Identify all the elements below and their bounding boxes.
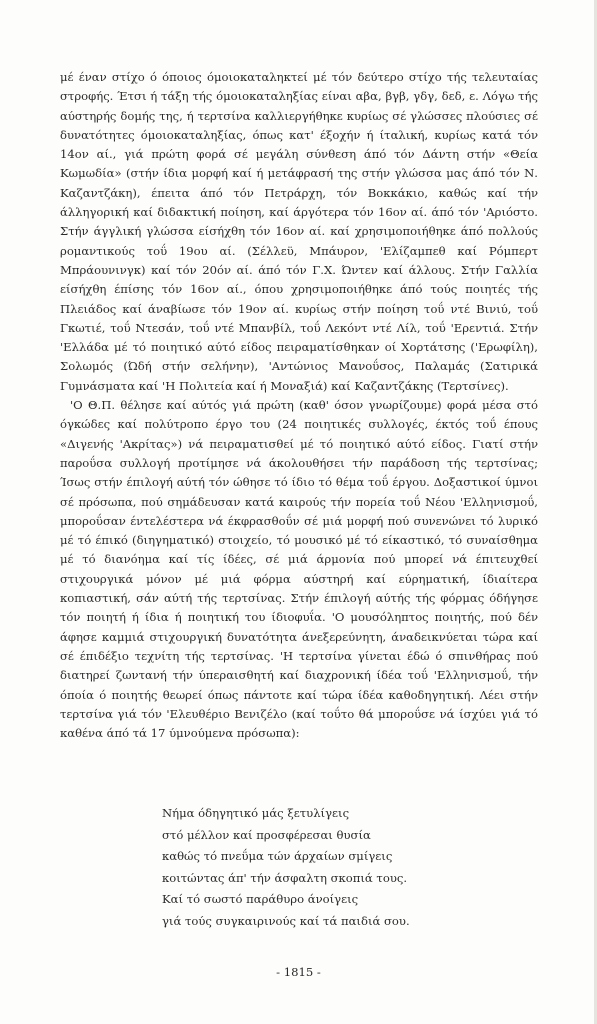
poem-excerpt (162, 803, 522, 932)
paragraph-1: μέ έναν στίχο ό όποιος όμοιοκαταληκτεί μέ τόν δεύτερο στίχο τής τελευταίας στροφής. Έτσι ή τάξη τής όμοιοκαταληξίας είναι αβα, βγβ, γδγ, δεδ, ε. Λόγω τής αύστηρής δομής της, ή τερτσίνα καλλιεργήθηκε κυρίως σέ γλώσσες πλούσιες σέ δυνατότητες όμοιοκαταληξίας, όπως κατ' έξοχήν ή ίταλική, κυρίως κατά τόν 14ον αί., γιά πρώτη φορά σέ μεγάλη σύνθεση άπό τόν Δάντη στήν «Θεία Κωμωδία» (στήν ίδια μορφή καί ή μετάφρασή της στήν γλώσσα μας άπό τόν Ν. Καζαντζάκη), έπειτα άπό τόν Πετράρχη, τόν Βοκκάκιο, καθώς καί τήν άλληγορική καί διδακτική ποίηση, καί άργότερα τόν 16ον αί. άπό τόν 'Αριόστο. Στήν άγγλική γλώσσα είσήχθη τόν 16ον αί. καί χρησιμοποιήθηκε άπό πολλούς ρομαντικούς τοΰ 19ου αί. (Σέλλεϋ, Μπάυρον, 'Ελίζαμπεθ καί Ρόμπερτ Μπράουνινγκ) καί τόν 20όν αί. άπό τόν Γ.Χ. Ώντεν καί άλλους. Στήν Γαλλία είσήχθη έπίσης τόν 16ον αί., όπου χρησιμοποιήθηκε άπό τούς ποιητές τής Πλειάδος καί άναβίωσε τόν 19ον αί. κυρίως στήν ποίηση τοΰ ντέ Βινιύ, τοΰ Γκωτιέ, τοΰ Ντεσάν, τοΰ ντέ Μπανβίλ, τοΰ Λεκόντ ντέ Λίλ, τοΰ 'Ερεντιά. Στήν 'Ελλάδα μέ τό ποιητικό αύτό είδος πειραματίσθηκαν οί Χορτάτσης ('Ερωφίλη), Σολωμός (Ώδή στήν σελήνην), 'Αντώνιος Μανοΰσος, Παλαμάς (Σατιρικά Γυμνάσματα καί 'Η Πολιτεία καί ή Μοναξιά) καί Καζαντζάκης (Τερτσίνες). (60, 70, 538, 393)
page-number: - 1815 - (276, 965, 321, 979)
poem-line: κοιτώντας άπ' τήν άσφαλτη σκοπιά τους. (162, 870, 408, 885)
poem-line: γιά τούς συγκαιρινούς καί τά παιδιά σου. (162, 913, 410, 928)
paragraph-2: 'Ο Θ.Π. θέλησε καί αύτός γιά πρώτη (καθ' όσον γνωρίζουμε) φορά μέσα στό όγκώδες καί πολύτροπο έργο του (24 ποιητικές συλλογές, έκτός τοΰ έπους «Διγενής 'Ακρίτας») νά πειραματισθεί μέ τό ποιητικό αύτό είδος. Γιατί στήν παροΰσα συλλογή προτίμησε νά άκολουθήσει τήν παράδοση τής τερτσίνας; Ίσως στήν έπιλογή αύτή τόν ώθησε τό ίδιο τό θέμα τοΰ έργου. Δοξαστικοί ύμνοι σέ πρόσωπα, πού σημάδευσαν κατά καιρούς τήν πορεία τοΰ Νέου 'Ελληνισμοΰ, μποροΰσαν έντελέστερα νά έκφρασθοΰν σέ μιά μορφή πού συνενώνει τό λυρικό μέ τό έπικό (διηγηματικό) στοιχείο, τό μουσικό μέ τό είκαστικό, τό συναίσθημα μέ τό διανόημα καί τίς ίδέες, σέ μιά άρμονία πού μπορεί νά έπιτευχθεί στιχουργικά μόνον μέ μιά φόρμα αύστηρή καί εύρηματική, ίδιαίτερα κοπιαστική, σάν αύτή τής τερτσίνας. Στήν έπιλογή αύτής τής φόρμας όδήγησε τόν ποιητή ή ίδια ή ποιητική του ίδιοφυΐα. 'Ο μουσόληπτος ποιητής, πού δέν άφησε καμμιά στιχουργική δυνατότητα άνεξερεύνητη, άναδεικνύεται τώρα καί σέ έπιδέξιο τεχνίτη τής τερτσίνας. 'Η τερτσίνα γίνεται έδώ ό σπινθήρας πού διατηρεί ζωντανή τήν ύπεραισθητή καί διαχρονική ίδέα τοΰ 'Ελληνισμοΰ, τήν όποία ό ποιητής θεωρεί όπως πάντοτε καί τώρα ίδέα καθοδηγητική. Λέει στήν τερτσίνα γιά τόν 'Ελευθέριο Βενιζέλο (καί τοΰτο θά μποροΰσε νά ίσχύει γιά τό καθένα άπό τά 17 ύμνούμενα πρόσωπα): (60, 398, 538, 741)
poem-line: καθώς τό πνεΰμα τών άρχαίων σμίγεις (162, 849, 393, 863)
body-text (60, 68, 538, 743)
poem-line: Νήμα όδηγητικό μάς ξετυλίγεις (162, 806, 350, 820)
poem-line: Καί τό σωστό παράθυρο άνοίγεις (162, 892, 359, 906)
poem-line: στό μέλλον καί προσφέρεσαι θυσία (162, 827, 371, 842)
